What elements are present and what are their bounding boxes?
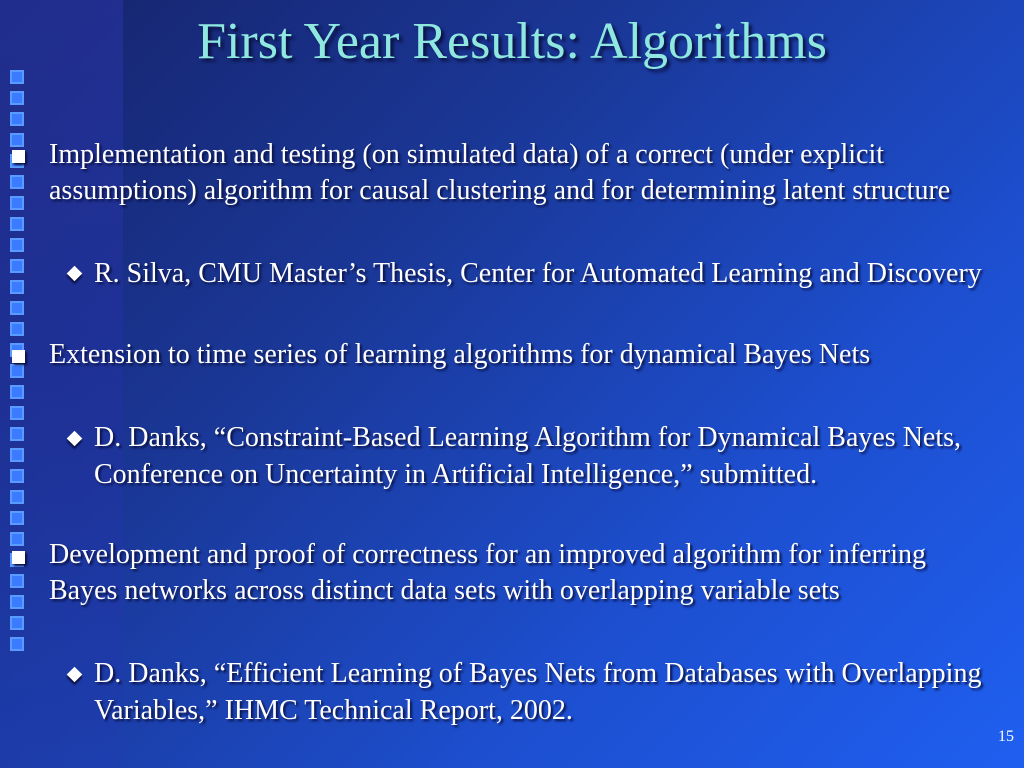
slide-title: First Year Results: Algorithms <box>197 13 827 70</box>
decor-square <box>10 259 24 273</box>
sub-bullet-text: D. Danks, “Constraint-Based Learning Algorithm for Dynamical Bayes Nets, Conference on Uncertainty in Artificial Intelligence,” submitted. <box>94 422 962 490</box>
decor-square <box>10 574 24 588</box>
decor-square <box>10 322 24 336</box>
decor-square <box>10 196 24 210</box>
square-bullet-icon <box>12 350 25 363</box>
square-bullet-icon <box>12 551 25 564</box>
bullet-text: Implementation and testing (on simulated data) of a correct (under explicit assumptions) algorithm for causal clustering and for determining latent structure <box>49 139 951 206</box>
decor-square <box>10 595 24 609</box>
sub-bullet-text: R. Silva, CMU Master’s Thesis, Center for Automated Learning and Discovery <box>94 258 982 289</box>
decor-square <box>10 616 24 630</box>
decor-square <box>10 406 24 420</box>
decor-square <box>10 364 24 378</box>
bullet-text: Extension to time series of learning algorithms for dynamical Bayes Nets <box>49 339 871 370</box>
decor-square <box>10 511 24 525</box>
sub-bullet-text: D. Danks, “Efficient Learning of Bayes Nets from Databases with Overlapping Variables,” IHMC Technical Report, 2002. <box>94 658 982 726</box>
decor-square <box>10 301 24 315</box>
decor-square <box>10 133 24 147</box>
decor-square <box>10 490 24 504</box>
decor-square <box>10 217 24 231</box>
decor-square <box>10 175 24 189</box>
decor-square <box>10 448 24 462</box>
decor-square <box>10 532 24 546</box>
decor-square <box>10 385 24 399</box>
decor-square <box>10 238 24 252</box>
decor-square <box>10 91 24 105</box>
page-number: 15 <box>998 728 1014 745</box>
decor-square <box>10 112 24 126</box>
decor-square <box>10 280 24 294</box>
decor-square <box>10 637 24 651</box>
bullet-text: Development and proof of correctness for an improved algorithm for inferring Bayes networks across distinct data sets with overlapping variable sets <box>49 539 927 606</box>
square-bullet-icon <box>12 150 25 163</box>
decor-square <box>10 70 24 84</box>
decor-square <box>10 427 24 441</box>
decor-square <box>10 469 24 483</box>
